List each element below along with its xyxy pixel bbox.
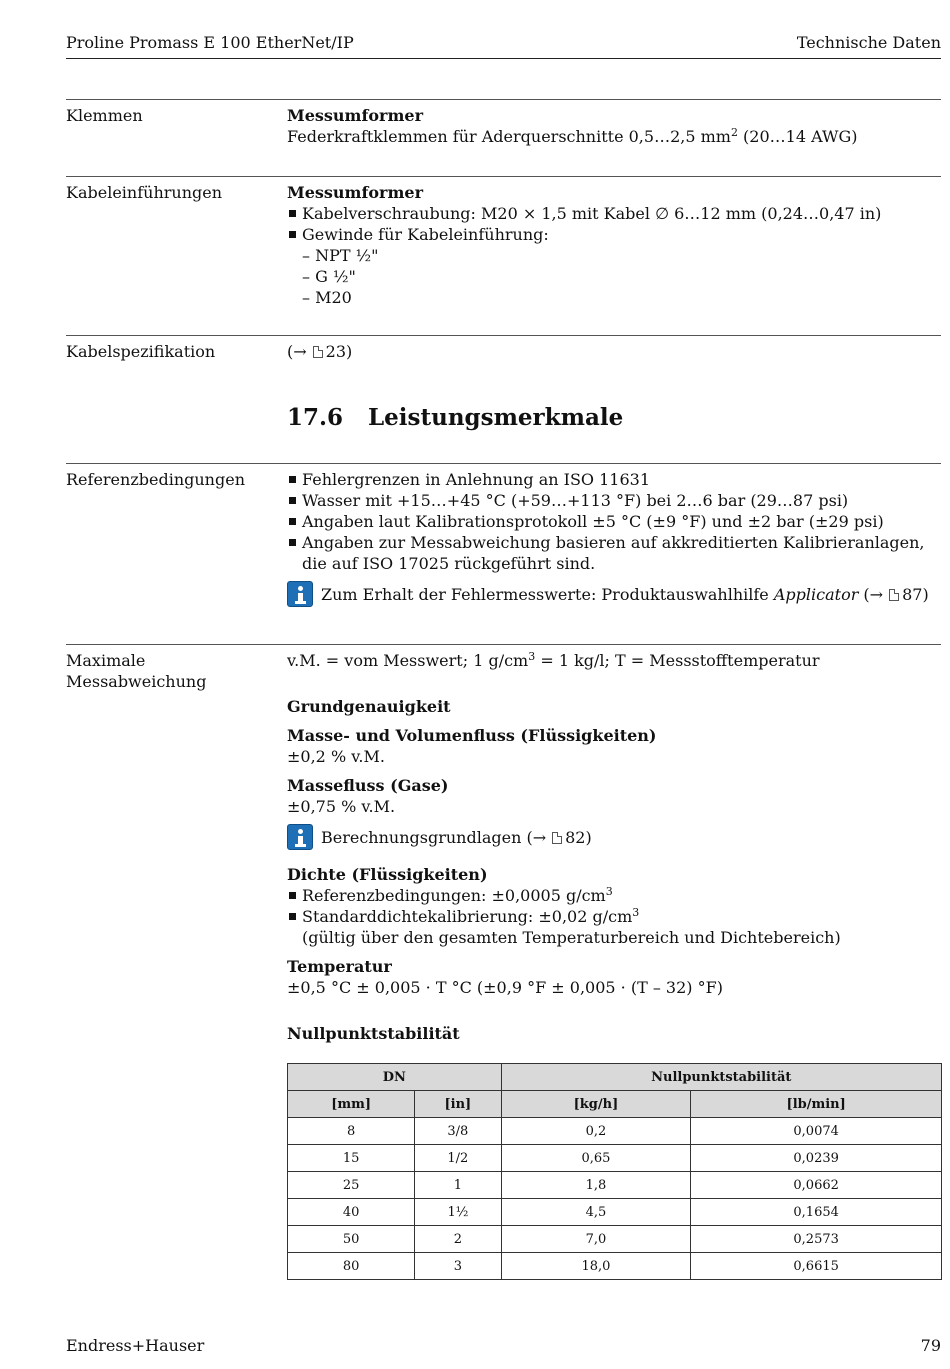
table-header-nullpunkt: Nullpunktstabilität xyxy=(501,1064,941,1091)
table-cell: 1½ xyxy=(415,1199,501,1226)
ref-page-number: 23) xyxy=(325,342,353,361)
referenz-content xyxy=(287,469,941,607)
bullet-item: Wasser mit +15…+45 °C (+59…+113 °F) bei 2…6 bar (29…87 psi) xyxy=(287,490,941,511)
messabw-intro xyxy=(287,650,941,671)
info-note xyxy=(287,827,941,850)
klemmen-text-main: Federkraftklemmen für Aderquerschnitte 0,5…2,5 mm xyxy=(287,127,731,146)
table-cell: 8 xyxy=(288,1118,415,1145)
table-cell: 1 xyxy=(415,1172,501,1199)
info-note-text xyxy=(321,584,929,605)
dichte-continuation: (gültig über den gesamten Temperaturbereich und Dichtebereich) xyxy=(302,928,841,947)
table-header-row xyxy=(288,1064,942,1091)
table-cell: 0,2 xyxy=(501,1118,691,1145)
temperatur-title: Temperatur xyxy=(287,957,392,976)
table-row xyxy=(288,1172,942,1199)
info-text: Zum Erhalt der Fehlermesswerte: Produktauswahlhilfe xyxy=(321,585,774,604)
bullet-item xyxy=(287,885,941,906)
table-unit-header: [in] xyxy=(415,1091,501,1118)
label-maximale-messabweichung: Maximale Messabweichung xyxy=(66,651,207,691)
table-row xyxy=(288,1226,942,1253)
nullpunkt-table xyxy=(287,1063,942,1280)
page-reference-link[interactable] xyxy=(287,342,352,361)
applicator-link[interactable]: Applicator xyxy=(773,585,859,604)
section-divider xyxy=(66,463,941,464)
bullet-item: Angaben laut Kalibrationsprotokoll ±5 °C (±9 °F) und ±2 bar (±29 psi) xyxy=(287,511,941,532)
kabeleinf-content xyxy=(287,182,941,308)
ref-page-number: 82) xyxy=(565,828,592,847)
page-footer xyxy=(66,1335,941,1356)
table-cell: 25 xyxy=(288,1172,415,1199)
temperatur-value: ±0,5 °C ± 0,005 · T °C (±0,9 °F ± 0,005 · (T – 32) °F) xyxy=(287,978,723,997)
table-cell: 0,6615 xyxy=(691,1253,942,1280)
bullet-item xyxy=(287,906,941,927)
section-divider xyxy=(66,335,941,336)
messabw-content xyxy=(287,650,941,1044)
table-unit-header: [mm] xyxy=(288,1091,415,1118)
section-divider xyxy=(66,644,941,645)
grundgenauigkeit-heading: Grundgenauigkeit xyxy=(287,697,451,716)
table-row xyxy=(288,1118,942,1145)
table-cell: 1/2 xyxy=(415,1145,501,1172)
info-text: Berechnungsgrundlagen (→ xyxy=(321,828,547,847)
kabelspez-content[interactable] xyxy=(287,341,941,362)
table-unit-header: [kg/h] xyxy=(501,1091,691,1118)
bullet-item: Fehlergrenzen in Anlehnung an ISO 11631 xyxy=(287,469,941,490)
page-ref-icon xyxy=(889,589,899,601)
massefluss-gase-title: Massefluss (Gase) xyxy=(287,776,449,795)
klemmen-content xyxy=(287,105,941,147)
dash-item: – NPT ½" xyxy=(302,246,379,265)
section-divider xyxy=(66,176,941,177)
page-reference-link[interactable] xyxy=(858,585,928,604)
dash-item: – M20 xyxy=(302,288,352,307)
page-ref-icon xyxy=(313,346,323,358)
section-heading xyxy=(287,404,941,432)
klemmen-text xyxy=(287,126,941,147)
table-cell: 3 xyxy=(415,1253,501,1280)
massefluss-gase-value: ±0,75 % v.M. xyxy=(287,797,396,816)
info-icon xyxy=(287,824,313,850)
table-cell: 40 xyxy=(288,1199,415,1226)
intro-text-end: = 1 kg/l; T = Messstofftemperatur xyxy=(535,651,820,670)
table-cell: 1,8 xyxy=(501,1172,691,1199)
intro-text: v.M. = vom Messwert; 1 g/cm xyxy=(287,651,529,670)
dichte-sup: 3 xyxy=(632,906,640,919)
page-number: 79 xyxy=(920,1336,941,1355)
table-cell: 0,0239 xyxy=(691,1145,942,1172)
table-cell: 80 xyxy=(288,1253,415,1280)
page-ref-icon xyxy=(552,832,562,844)
header-chapter-title: Technische Daten xyxy=(796,33,941,52)
table-unit-row xyxy=(288,1091,942,1118)
table-cell: 50 xyxy=(288,1226,415,1253)
klemmen-title: Messumformer xyxy=(287,106,423,125)
bullet-item: Kabelverschraubung: M20 × 1,5 mit Kabel ∅ 6…12 mm (0,24…0,47 in) xyxy=(287,203,941,224)
section-number: 17.6 xyxy=(287,404,344,431)
info-icon xyxy=(287,581,313,607)
section-divider xyxy=(66,99,941,100)
dichte-title: Dichte (Flüssigkeiten) xyxy=(287,865,488,884)
dichte-ref-text: Referenzbedingungen: ±0,0005 g/cm xyxy=(302,886,606,905)
table-cell: 0,1654 xyxy=(691,1199,942,1226)
table-cell: 0,0074 xyxy=(691,1118,942,1145)
ref-arrow: (→ xyxy=(287,342,307,361)
table-cell: 18,0 xyxy=(501,1253,691,1280)
table-unit-header: [lb/min] xyxy=(691,1091,942,1118)
table-cell: 3/8 xyxy=(415,1118,501,1145)
ref-arrow: (→ xyxy=(858,585,884,604)
table-cell: 4,5 xyxy=(501,1199,691,1226)
table-cell: 7,0 xyxy=(501,1226,691,1253)
label-kabeleinfuehrungen: Kabeleinführungen xyxy=(66,183,223,202)
intro-sup: 3 xyxy=(528,650,536,663)
ref-page-number: 87) xyxy=(902,585,929,604)
table-row xyxy=(288,1253,942,1280)
table-header-dn: DN xyxy=(288,1064,502,1091)
header-product-title: Proline Promass E 100 EtherNet/IP xyxy=(66,33,354,52)
dichte-std-text: Standarddichtekalibrierung: ±0,02 g/cm xyxy=(302,907,633,926)
label-kabelspezifikation: Kabelspezifikation xyxy=(66,342,216,361)
page-header xyxy=(66,32,941,59)
nullpunktstabilitaet-heading: Nullpunktstabilität xyxy=(287,1024,460,1043)
info-note xyxy=(287,584,941,607)
table-cell: 15 xyxy=(288,1145,415,1172)
table-cell: 0,2573 xyxy=(691,1226,942,1253)
dichte-sup: 3 xyxy=(605,885,613,898)
table-cell: 0,0662 xyxy=(691,1172,942,1199)
label-klemmen: Klemmen xyxy=(66,106,143,125)
table-cell: 0,65 xyxy=(501,1145,691,1172)
label-referenzbedingungen: Referenzbedingungen xyxy=(66,470,245,489)
masse-volumen-title: Masse- und Volumenfluss (Flüssigkeiten) xyxy=(287,726,657,745)
klemmen-text-end: (20…14 AWG) xyxy=(737,127,858,146)
bullet-item: Gewinde für Kabeleinführung: xyxy=(287,224,941,245)
section-title: Leistungsmerkmale xyxy=(368,404,624,431)
masse-volumen-value: ±0,2 % v.M. xyxy=(287,747,385,766)
page-reference-link[interactable] xyxy=(321,827,592,848)
bullet-item: Angaben zur Messabweichung basieren auf akkreditierten Kalibrieranlagen, die auf ISO 17025 rückgeführt sind. xyxy=(287,532,941,574)
kabeleinf-title: Messumformer xyxy=(287,183,423,202)
table-row xyxy=(288,1199,942,1226)
table-cell: 2 xyxy=(415,1226,501,1253)
klemmen-text-sup: 2 xyxy=(730,126,738,139)
footer-brand: Endress+Hauser xyxy=(66,1336,205,1355)
table-row xyxy=(288,1145,942,1172)
dash-item: – G ½" xyxy=(302,267,356,286)
